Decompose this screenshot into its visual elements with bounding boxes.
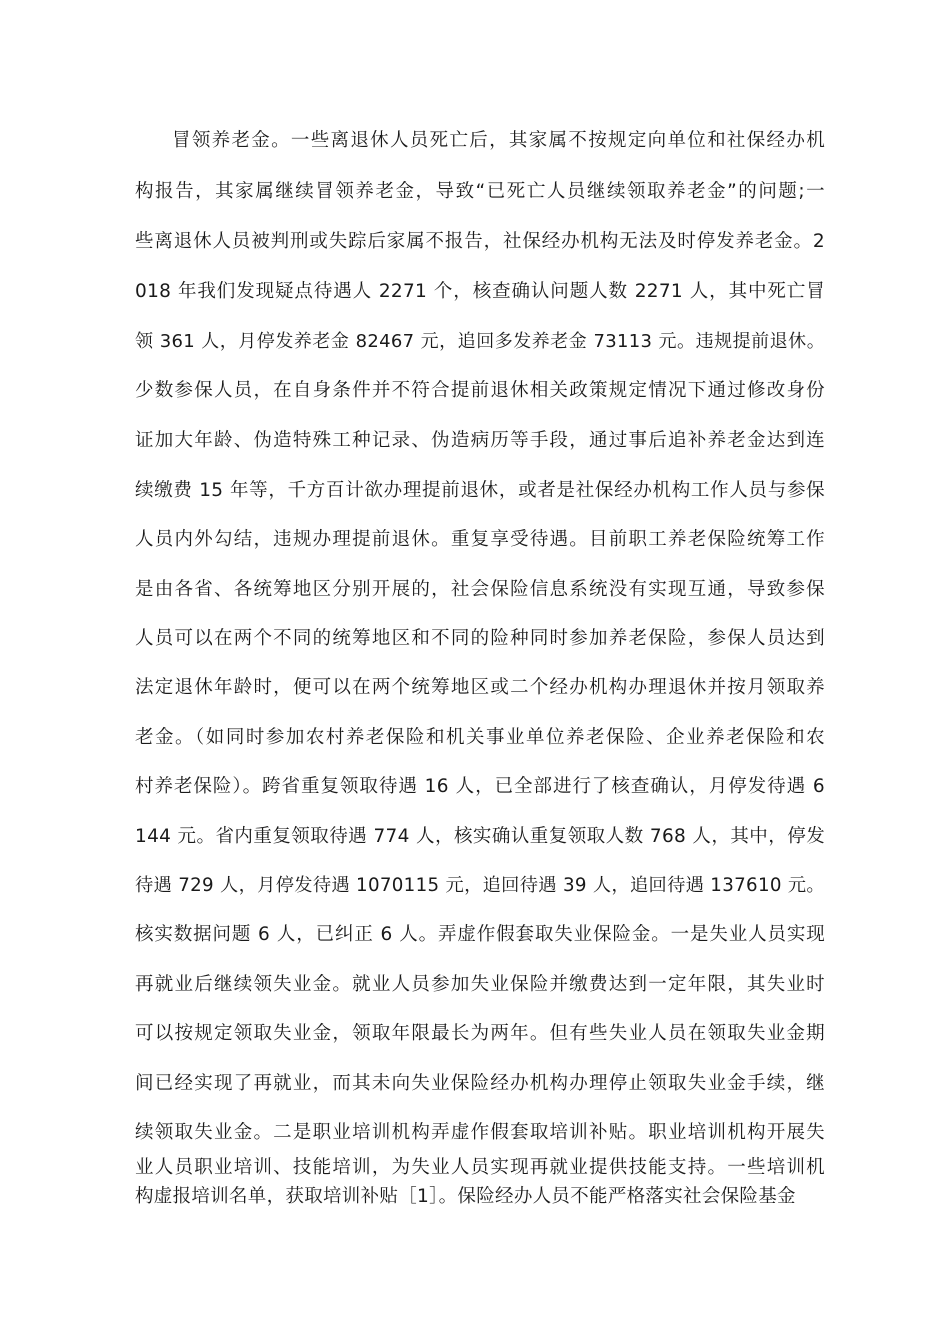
text-line: 018 年我们发现疑点待遇人 2271 个，核查确认问题人数 2271 人，其中死亡冒 — [135, 281, 825, 302]
text-line: 核实数据问题 6 人，已纠正 6 人。弄虚作假套取失业保险金。一是失业人员实现 — [135, 924, 825, 945]
text-line: 少数参保人员，在自身条件并不符合提前退休相关政策规定情况下通过修改身份 — [135, 380, 825, 401]
text-line: 构报告，其家属继续冒领养老金，导致“已死亡人员继续领取养老金”的问题;一 — [135, 181, 825, 202]
text-line: 构虚报培训名单，获取培训补贴［1］。保险经办人员不能严格落实社会保险基金 — [135, 1186, 796, 1207]
text-line: 证加大年龄、伪造特殊工种记录、伪造病历等手段，通过事后追补养老金达到连 — [135, 430, 825, 451]
text-line: 冒领养老金。一些离退休人员死亡后，其家属不按规定向单位和社保经办机 — [172, 130, 825, 151]
text-line: 人员可以在两个不同的统筹地区和不同的险种同时参加养老保险，参保人员达到 — [135, 628, 825, 649]
text-line: 业人员职业培训、技能培训，为失业人员实现再就业提供技能支持。一些培训机 — [135, 1157, 825, 1178]
text-line: 待遇 729 人，月停发待遇 1070115 元，追回待遇 39 人，追回待遇 137610 元。 — [135, 875, 825, 896]
text-line: 些离退休人员被判刑或失踪后家属不报告，社保经办机构无法及时停发养老金。2 — [135, 231, 825, 252]
text-line: 144 元。省内重复领取待遇 774 人，核实确认重复领取人数 768 人，其中，停发 — [135, 826, 825, 847]
text-line: 法定退休年龄时，便可以在两个统筹地区或二个经办机构办理退休并按月领取养 — [135, 677, 825, 698]
text-line: 老金。（如同时参加农村养老保险和机关事业单位养老保险、企业养老保险和农 — [135, 727, 825, 748]
text-line: 人员内外勾结，违规办理提前退休。重复享受待遇。目前职工养老保险统筹工作 — [135, 529, 825, 550]
text-line: 可以按规定领取失业金，领取年限最长为两年。但有些失业人员在领取失业金期 — [135, 1023, 825, 1044]
text-line: 续领取失业金。二是职业培训机构弄虚作假套取培训补贴。职业培训机构开展失 — [135, 1122, 825, 1143]
text-line: 再就业后继续领失业金。就业人员参加失业保险并缴费达到一定年限，其失业时 — [135, 974, 825, 995]
text-line: 间已经实现了再就业，而其未向失业保险经办机构办理停止领取失业金手续，继 — [135, 1073, 825, 1094]
text-line: 是由各省、各统筹地区分别开展的，社会保险信息系统没有实现互通，导致参保 — [135, 579, 825, 600]
text-line: 村养老保险）。跨省重复领取待遇 16 人，已全部进行了核查确认，月停发待遇 6 — [135, 776, 825, 797]
text-line: 领 361 人，月停发养老金 82467 元，追回多发养老金 73113 元。违规提前退休。 — [135, 331, 825, 352]
text-line: 续缴费 15 年等，千方百计欲办理提前退休，或者是社保经办机构工作人员与参保 — [135, 480, 825, 501]
